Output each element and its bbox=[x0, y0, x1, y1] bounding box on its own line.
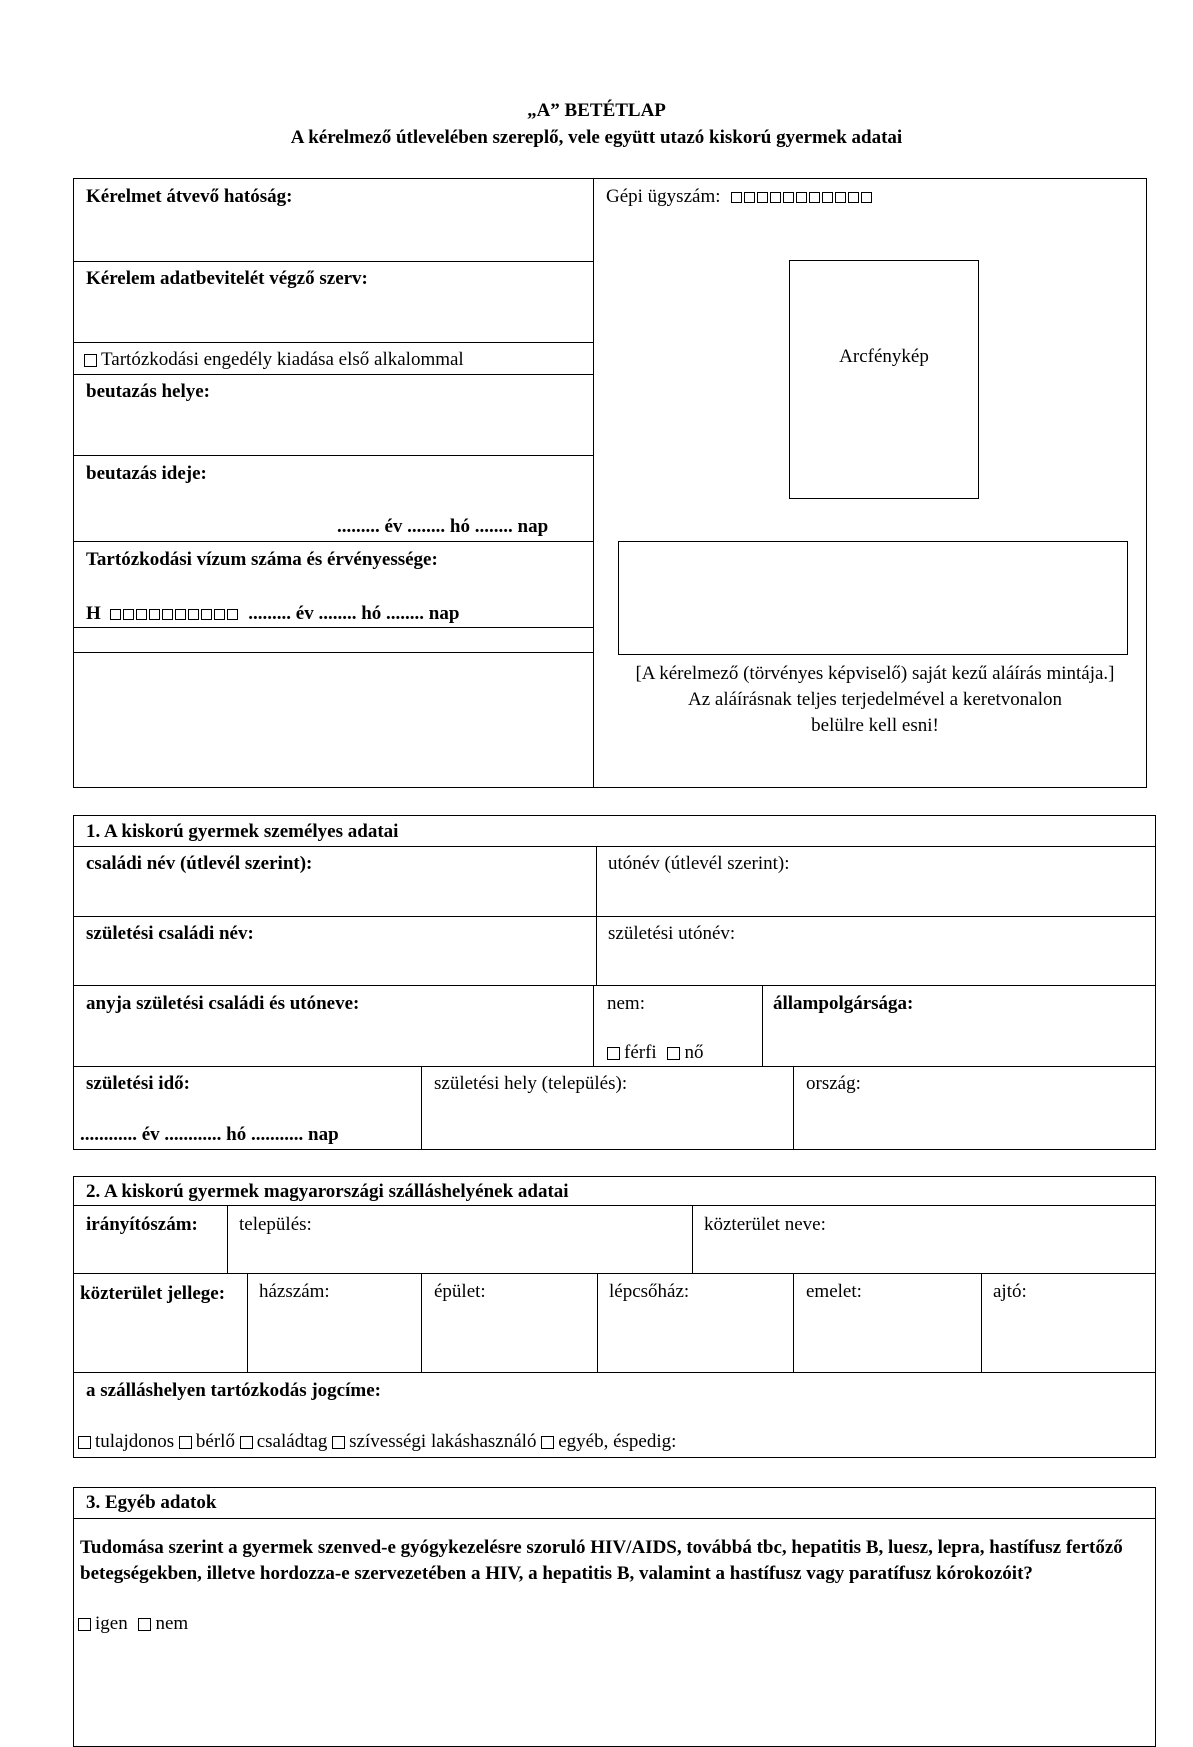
birth-date-label: születési idő: bbox=[86, 1073, 190, 1094]
citizenship-label: állampolgársága: bbox=[773, 993, 914, 1014]
street-name-label: közterület neve: bbox=[704, 1214, 826, 1235]
yes-label: igen bbox=[95, 1613, 128, 1634]
family-name-label: családi név (útlevél szerint): bbox=[86, 853, 313, 874]
entry-date-line: ......... év ........ hó ........ nap bbox=[337, 516, 549, 537]
other-checkbox[interactable] bbox=[541, 1436, 554, 1449]
visa-line bbox=[86, 603, 459, 625]
staircase-label: lépcsőház: bbox=[609, 1281, 690, 1302]
courtesy-user-checkbox[interactable] bbox=[332, 1436, 345, 1449]
yes-checkbox[interactable] bbox=[78, 1618, 91, 1631]
owner-label: tulajdonos bbox=[95, 1431, 175, 1452]
first-permit-label: Tartózkodási engedély kiadása első alkalommal bbox=[101, 349, 464, 370]
family-member-checkbox[interactable] bbox=[240, 1436, 253, 1449]
mother-name-label: anyja születési családi és utóneve: bbox=[86, 993, 360, 1014]
house-no-label: házszám: bbox=[259, 1281, 330, 1302]
zip-label: irányítószám: bbox=[86, 1214, 198, 1235]
section3-title: 3. Egyéb adatok bbox=[86, 1492, 217, 1513]
authority-label: Kérelmet átvevő hatóság: bbox=[86, 186, 293, 207]
signature-note-2: Az aláírásnak teljes terjedelmével a keretvonalon belülre kell esni! bbox=[687, 689, 1063, 736]
courtesy-user-label: szívességi lakáshasználó bbox=[349, 1431, 537, 1452]
male-label: férfi bbox=[624, 1042, 657, 1063]
section1-title: 1. A kiskorú gyermek személyes adatai bbox=[86, 821, 399, 842]
sex-options bbox=[607, 1042, 703, 1064]
tenant-label: bérlő bbox=[195, 1431, 235, 1452]
family-member-label: családtag bbox=[256, 1431, 328, 1452]
photo-frame[interactable] bbox=[789, 260, 979, 499]
section2-box bbox=[73, 1176, 1156, 1458]
first-permit-row bbox=[84, 349, 464, 371]
given-name-label: utónév (útlevél szerint): bbox=[608, 853, 790, 874]
birth-place-label: születési hely (település): bbox=[434, 1073, 628, 1094]
sex-label: nem: bbox=[607, 993, 645, 1014]
floor-label: emelet: bbox=[806, 1281, 862, 1302]
settlement-label: település: bbox=[239, 1214, 312, 1235]
country-label: ország: bbox=[806, 1073, 861, 1094]
entry-date-label: beutazás ideje: bbox=[86, 463, 207, 484]
health-answer bbox=[78, 1613, 188, 1635]
first-permit-checkbox[interactable] bbox=[84, 354, 97, 367]
birth-family-name-label: születési családi név: bbox=[86, 923, 254, 944]
female-label: nő bbox=[684, 1042, 704, 1063]
building-label: épület: bbox=[434, 1281, 486, 1302]
door-label: ajtó: bbox=[993, 1281, 1027, 1302]
health-question: Tudomása szerint a gyermek szenved-e gyógykezelésre szoruló HIV/AIDS, továbbá tbc, hepatitis B, luesz, lepra, hastífusz fertőző betegségekben, illetve hordozza-e szervezetében a HIV, a hepatitis B, valamint a hastífusz vagy paratífusz kórokozóit? bbox=[80, 1537, 1123, 1584]
signature-note-1: [A kérelmező (törvényes képviselő) saját kezű aláírás mintája.] bbox=[635, 663, 1115, 684]
case-number bbox=[606, 186, 874, 208]
street-type-label: közterület jellege: bbox=[80, 1283, 226, 1304]
visa-prefix: H bbox=[86, 603, 101, 624]
entry-place-label: beutazás helye: bbox=[86, 381, 211, 402]
other-label: egyéb, éspedig: bbox=[558, 1431, 677, 1452]
tenant-checkbox[interactable] bbox=[179, 1436, 192, 1449]
section2-title: 2. A kiskorú gyermek magyarországi szálláshelyének adatai bbox=[86, 1181, 569, 1202]
female-checkbox[interactable] bbox=[667, 1047, 680, 1060]
no-checkbox[interactable] bbox=[138, 1618, 151, 1631]
form-subtitle: A kérelmező útlevelében szereplő, vele együtt utazó kiskorú gyermek adatai bbox=[290, 127, 903, 148]
visa-validity-line: ......... év ........ hó ........ nap bbox=[248, 603, 460, 624]
visa-number-boxes[interactable] bbox=[110, 603, 240, 624]
data-entry-label: Kérelem adatbevitelét végző szerv: bbox=[86, 268, 368, 289]
legal-title-options bbox=[78, 1431, 676, 1453]
birth-given-name-label: születési utónév: bbox=[608, 923, 736, 944]
owner-checkbox[interactable] bbox=[78, 1436, 91, 1449]
no-label: nem bbox=[155, 1613, 189, 1634]
male-checkbox[interactable] bbox=[607, 1047, 620, 1060]
birth-date-line: ............ év ............ hó ........... nap bbox=[80, 1124, 339, 1145]
case-number-boxes[interactable] bbox=[731, 186, 874, 207]
photo-label: Arcfénykép bbox=[839, 346, 929, 367]
legal-title-label: a szálláshelyen tartózkodás jogcíme: bbox=[86, 1380, 381, 1401]
signature-box[interactable] bbox=[618, 541, 1128, 655]
form-title: „A” BETÉTLAP bbox=[527, 100, 666, 121]
signature-note bbox=[620, 661, 1130, 739]
case-number-label: Gépi ügyszám: bbox=[606, 186, 721, 207]
section3-box bbox=[73, 1487, 1156, 1747]
visa-label: Tartózkodási vízum száma és érvényessége: bbox=[86, 549, 438, 570]
